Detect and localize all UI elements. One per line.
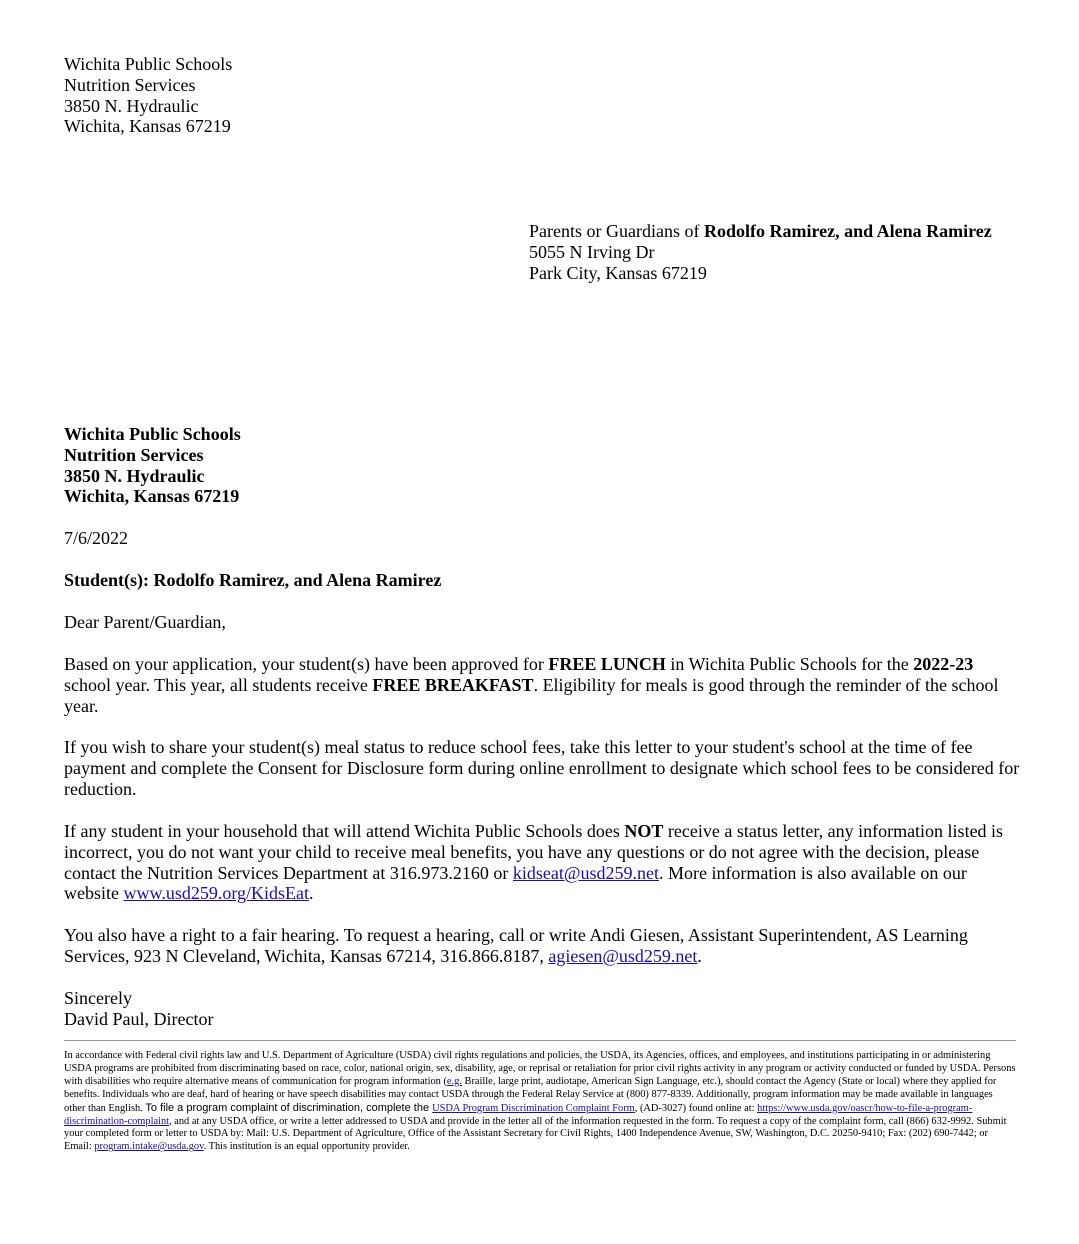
para-text: Based on your application, your student(s) have been approved for: [64, 654, 549, 674]
school-year-label: 2022-23: [913, 654, 974, 674]
disclaimer-text: . This institution is an equal opportunity provider.: [203, 1141, 410, 1153]
free-lunch-label: FREE LUNCH: [548, 654, 666, 674]
salutation: Dear Parent/Guardian,: [64, 612, 226, 632]
para-text: school year. This year, all students receive: [64, 674, 373, 695]
students-line: Student(s): Rodolfo Ramirez, and Alena Ramirez: [64, 570, 442, 590]
kidseat-email-link[interactable]: kidseat@usd259.net: [512, 862, 659, 883]
approval-paragraph: [64, 654, 1024, 716]
complaint-form-link[interactable]: USDA Program Discrimination Complaint Form: [432, 1102, 635, 1114]
letterhead-line: 3850 N. Hydraulic: [64, 465, 205, 486]
para-text: You also have a right to a fair hearing. To request a hearing, call or write Andi Giesen, Assistant Superintendent, AS Learning Services, 923 N Cleveland, Wichita, Kansas 67214, 316.866.8187,: [64, 925, 968, 966]
contact-paragraph: [64, 821, 1024, 904]
letter-date: 7/6/2022: [64, 528, 129, 548]
free-breakfast-label: FREE BREAKFAST: [372, 674, 534, 695]
closing: [64, 988, 213, 1030]
sender-line: Wichita Public Schools: [64, 54, 233, 74]
eg-link[interactable]: e.g.: [446, 1075, 462, 1087]
disclaimer-text: , and at any USDA office, or write a letter addressed to USDA and provide in the letter all of the information requested in the form. To request a copy of the complaint form, call (866) 632-9992. Submit your completed form or letter to USDA by: Mail: U.S. Department of Agriculture, Office of the Assistant Secretary for Civil Rights, 1400 Independence Avenue, SW, Washington, D.C. 20250-9410; Fax: (202) 690-7442; or Email:: [64, 1115, 1007, 1153]
not-emphasis: NOT: [624, 821, 664, 841]
divider: [64, 1040, 1016, 1041]
letterhead-bold: [64, 424, 241, 507]
letterhead-line: Wichita, Kansas 67219: [64, 486, 240, 507]
para-text: in Wichita Public Schools for the: [665, 654, 914, 674]
recipient-prefix: Parents or Guardians of: [529, 221, 704, 241]
disclaimer-text: In accordance with Federal civil rights law and U.S. Department of Agriculture (USDA) civil rights regulations and policies, the USDA, its Agencies, offices, and employees, and institutions participating in or administering USDA programs are prohibited from discriminating based on race, color, national origin, sex, disability, age, or reprisal or retaliation for prior civil rights activity in any program or activity conducted or funded by USDA. Persons with disabilities who require alternative means of communication for program information (: [64, 1050, 1016, 1087]
recipient-city: Park City, Kansas 67219: [529, 262, 707, 283]
sender-line: Nutrition Services: [64, 74, 196, 95]
sender-line: 3850 N. Hydraulic: [64, 95, 199, 116]
para-text: .: [308, 883, 314, 904]
fees-paragraph: If you wish to share your student(s) meal status to reduce school fees, take this letter to your student's school at the time of fee payment and complete the Consent for Disclosure form during online enrollment to designate which school fees to be considered for reduction.: [64, 737, 1020, 799]
usda-disclaimer: [64, 1050, 1016, 1154]
disclaimer-text: , (AD-3027) found online at:: [634, 1102, 758, 1114]
recipient-street: 5055 N Irving Dr: [529, 241, 655, 262]
recipient-line: [529, 221, 992, 242]
closing-line: Sincerely: [64, 988, 132, 1008]
signature-line: David Paul, Director: [64, 1008, 214, 1029]
hearing-paragraph: [64, 925, 1024, 967]
letterhead-line: Wichita Public Schools: [64, 424, 241, 444]
disclaimer-text: Braille, large print, audiotape, American Sign Language, etc.), should contact the Agency (State or local) where they applied for benefits. Individuals who are deaf, hard of hearing or have speech disabilities may contact USDA through the Federal Relay Service at (800) 877-8339. Additionally, program information may be made available in languages other than English.: [64, 1075, 997, 1114]
disclaimer-text: To file a program complaint of discrimination, complete the: [145, 1101, 433, 1114]
sender-address: [64, 54, 232, 137]
letterhead-line: Nutrition Services: [64, 444, 204, 465]
complaint-url-link[interactable]: https://www.usda.gov/oascr/how-to-file-a-program-discrimination-complaint: [64, 1102, 973, 1127]
agiesen-email-link[interactable]: agiesen@usd259.net: [548, 945, 698, 966]
usda-email-link[interactable]: program.intake@usda.gov: [94, 1141, 204, 1153]
recipient-address: [529, 221, 992, 283]
para-text: . More information is also available on our website: [64, 862, 967, 904]
recipient-names: Rodolfo Ramirez, and Alena Ramirez: [703, 221, 992, 241]
para-text: receive a status letter, any information listed is incorrect, you do not want your child to receive meal benefits, you have any questions or do not agree with the decision, please contact the Nutrition Services Department at 316.973.2160 or: [64, 821, 1004, 883]
para-text: If any student in your household that will attend Wichita Public Schools does: [64, 821, 625, 841]
para-text: . Eligibility for meals is good through the reminder of the school year.: [64, 674, 999, 716]
para-text: .: [697, 945, 702, 966]
kidseat-website-link[interactable]: www.usd259.org/KidsEat: [123, 883, 309, 904]
sender-line: Wichita, Kansas 67219: [64, 116, 231, 137]
